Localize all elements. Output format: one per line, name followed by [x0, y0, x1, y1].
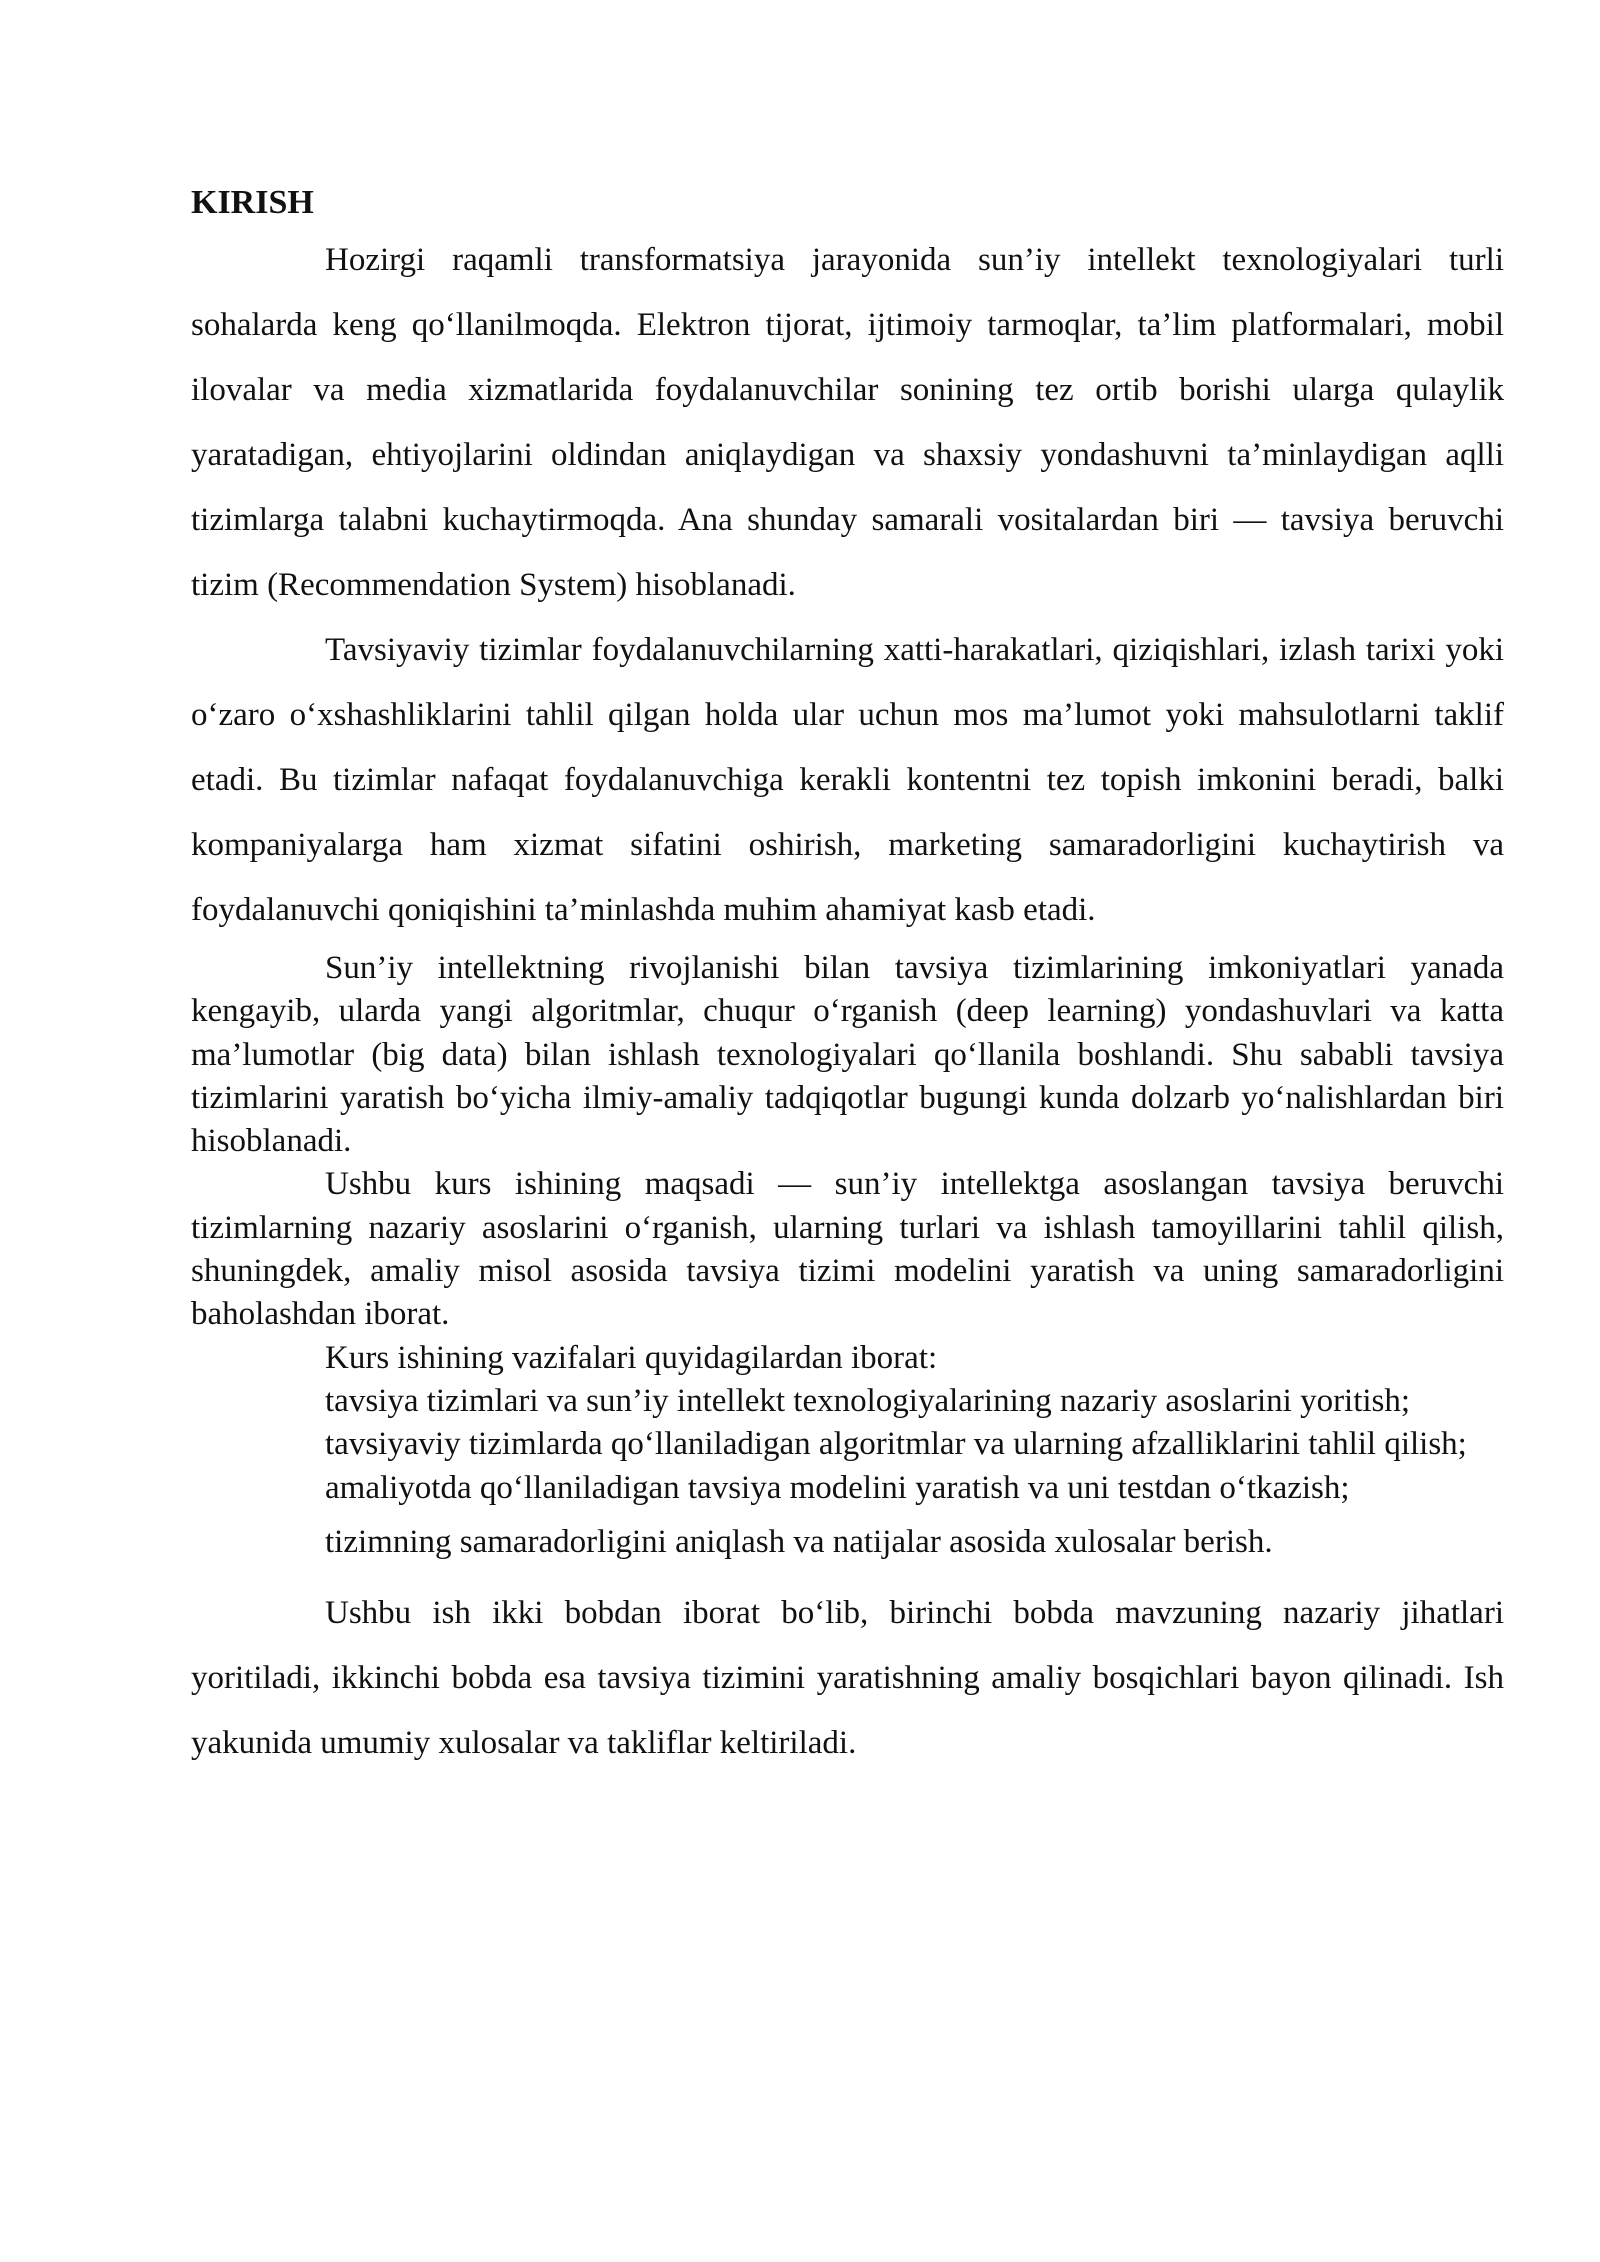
paragraph: Sun’iy intellektning rivojlanishi bilan tavsiya tizimlarining imkoniyatlari yanada kengayib, ularda yangi algoritmlar, chuqur o‘rganish (deep learning) yondashuvlari va katta ma’lumotlar (big data) bilan ishlash texnologiyalari qo‘llanila boshlandi. Shu sababli tavsiya tizimlarini yaratish bo‘yicha ilmiy-amaliy tadqiqotlar bugungi kunda dolzarb yo‘nalishlardan biri hisoblanadi.	[191, 950, 1504, 1160]
closing-block	[191, 1581, 1504, 1776]
task-item: tavsiya tizimlari va sun’iy intellekt texnologiyalarining nazariy asoslarini yoritish;	[325, 1382, 1411, 1419]
section-heading: KIRISH	[191, 184, 314, 221]
task-item: tavsiyaviy tizimlarda qo‘llaniladigan algoritmlar va ularning afzalliklarini tahlil qilish;	[325, 1426, 1467, 1463]
document-body	[191, 178, 1504, 1776]
tasks-intro: Kurs ishining vazifalari quyidagilardan iborat:	[325, 1339, 938, 1376]
goals-block	[191, 947, 1504, 1575]
task-item: tizimning samaradorligini aniqlash va natijalar asosida xulosalar berish.	[325, 1523, 1273, 1560]
paragraph: Ushbu kurs ishining maqsadi — sun’iy intellektga asoslangan tavsiya beruvchi tizimlarning nazariy asoslarini o‘rganish, ularning turlari va ishlash tamoyillarini tahlil qilish, shuningdek, amaliy misol asosida tavsiya tizimi modelini yaratish va uning samaradorligini baholashdan iborat.	[191, 1166, 1504, 1333]
task-item: amaliyotda qo‘llaniladigan tavsiya modelini yaratish va uni testdan o‘tkazish;	[325, 1469, 1350, 1506]
paragraph: Ushbu ish ikki bobdan iborat bo‘lib, birinchi bobda mavzuning nazariy jihatlari yoritiladi, ikkinchi bobda esa tavsiya tizimini yaratishning amaliy bosqichlari bayon qilinadi. Ish yakunida umumiy xulosalar va takliflar keltiriladi.	[191, 1594, 1504, 1761]
paragraph: Hozirgi raqamli transformatsiya jarayonida sun’iy intellekt texnologiyalari turli sohalarda keng qo‘llanilmoqda. Elektron tijorat, ijtimoiy tarmoqlar, ta’lim platformalari, mobil ilovalar va media xizmatlarida foydalanuvchilar sonining tez ortib borishi ularga qulaylik yaratadigan, ehtiyojlarini oldindan aniqlaydigan va shaxsiy yondashuvni ta’minlaydigan aqlli tizimlarga talabni kuchaytirmoqda. Ana shunday samarali vositalardan biri — tavsiya beruvchi tizim (Recommendation System) hisoblanadi.	[191, 242, 1504, 603]
intro-block	[191, 228, 1504, 943]
paragraph: Tavsiyaviy tizimlar foydalanuvchilarning xatti-harakatlari, qiziqishlari, izlash tarixi yoki o‘zaro o‘xshashliklarini tahlil qilgan holda ular uchun mos ma’lumot yoki mahsulotlarni taklif etadi. Bu tizimlar nafaqat foydalanuvchiga kerakli kontentni tez topish imkonini beradi, balki kompaniyalarga ham xizmat sifatini oshirish, marketing samaradorligini kuchaytirish va foydalanuvchi qoniqishini ta’minlashda muhim ahamiyat kasb etadi.	[191, 632, 1504, 928]
